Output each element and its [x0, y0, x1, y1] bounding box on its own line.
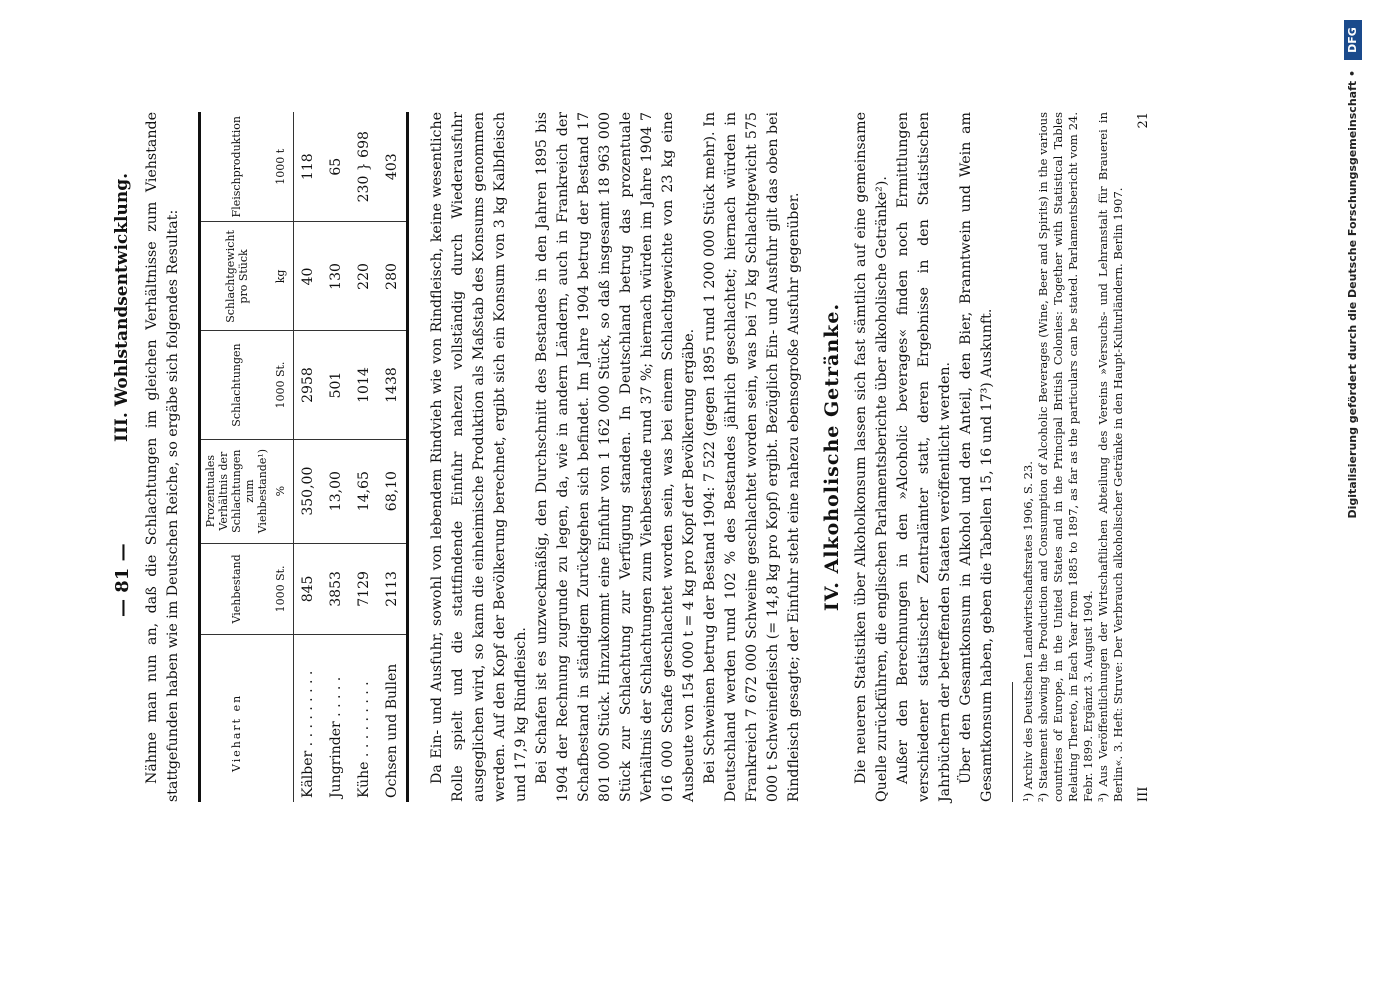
footnote-divider: [1012, 682, 1013, 802]
intro-paragraph: Nähme man nun an, daß die Schlachtungen im gleichen Verhältnisse zum Viehstande stattgefunden haben wie im Deutschen Reiche, so ergäbe sich folgendes Resultat:: [144, 112, 181, 802]
cell: 350,00: [294, 439, 323, 543]
cell: Jungrinder . . . . .: [328, 676, 344, 798]
cell: 845: [294, 543, 323, 635]
col-header: Viehart en: [230, 693, 243, 772]
cell: 40: [294, 222, 323, 331]
brace-total: 698: [356, 131, 372, 158]
cell: 68,10: [378, 439, 408, 543]
unit-cell: [272, 635, 294, 802]
cell: 3853: [322, 543, 350, 635]
signature-mark: III: [1136, 786, 1151, 802]
body-paragraph: Da Ein- und Ausfuhr, sowohl von lebendem Rindvieh wie von Rindfleisch, keine wesentliche Rolle spielt und die stattfindende Einfuhr nahezu vollständig durch Wiederausfuhr ausgeglichen wird, so kann die einheimische Produktion als Maßstab des Konsums genommen werden. Auf den Kopf der Bevölkerung berechnet, ergibt sich ein Konsum von 3 kg Kalbfleisch und 17,9 kg Rindfleisch.: [429, 112, 529, 802]
section-title: III. Wohlstandsentwicklung.: [112, 172, 132, 442]
body-paragraph: Bei Schafen ist es unzweckmäßig, den Durchschnitt des Bestandes in den Jahren 1895 bis 1904 der Rechnung zugrunde zu legen, da, wie in andern Ländern, auch in Frankreich der Schafbestand in ständigem Zurückgehen sich befindet. Im Jahre 1904 betrug der Bestand 17 801 000 Stück. Hinzukommt eine Einfuhr von 1 162 000 Stück, so daß insgesamt 18 963 000 Stück zur Schlachtung zur Verfügung standen. In Deutschland betrug das prozentuale Verhältnis der Schlachtungen zum Viehbestande rund 37 %; hiernach würden im Jahre 1904 7 016 000 Schafe geschlachtet worden sein, was bei einem Schlachtgewichte von 23 kg eine Ausbeute von 154 000 t = 4 kg pro Kopf der Bevölkerung ergäbe.: [534, 112, 697, 802]
col-header: Fleischproduktion: [200, 112, 273, 222]
table-header-row: [200, 112, 273, 802]
unit-cell: %: [272, 439, 294, 543]
cell: 1014: [350, 331, 378, 439]
unit-cell: 1000 St.: [272, 543, 294, 635]
unit-cell: kg: [272, 222, 294, 331]
sheet-number: 21: [1136, 112, 1151, 129]
footnote: ²) Statement showing the Production and Consumption of Alcoholic Beverages (Wine, Beer and Spirits) in the various countries of Europe, in the United States and in the Principal British Colonies: Together with Statistical Tables Relating Thereto, in Each Year from 1885 to 1897, as far as the particulars can be stated. Parlamentsbericht vom 24. Febr. 1899. Ergänzt 3. August 1904.: [1036, 112, 1095, 802]
cell: 130: [322, 222, 350, 331]
cell: 13,00: [322, 439, 350, 543]
body-paragraph: Bei Schweinen betrug der Bestand 1904: 7 522 (gegen 1895 rund 1 200 000 Stück mehr). In Deutschland werden rund 102 % des Bestandes jährlich geschlachtet; hiernach würden in Frankreich 7 672 000 Schweine geschlachtet worden sein, was bei 75 kg Schlachtgewicht 575 000 t Schweinefleisch (= 14,8 kg pro Kopf) ergibt. Bezüglich Ein- und Ausfuhr gilt das oben bei Rindfleisch gesagte; der Einfuhr steht eine nahezu ebensogroße Ausfuhr gegenüber.: [702, 112, 802, 802]
cell: 1438: [378, 331, 408, 439]
table-row: [322, 112, 350, 802]
body-paragraph: Über den Gesamtkonsum in Alkohol und den Anteil, den Bier, Branntwein und Wein am Gesamtkonsum haben, geben die Tabellen 15, 16 und 17³) Auskunft.: [958, 112, 995, 802]
page-number: — 81 —: [112, 543, 133, 617]
col-header: Viehbestand: [200, 543, 273, 635]
footnote: ¹) Archiv des Deutschen Landwirtschaftsrates 1906, S. 23.: [1021, 461, 1035, 802]
unit-cell: 1000 t: [272, 112, 294, 222]
col-header: Prozentuales Verhältnis der Schlachtungen zum Viehbestande¹): [200, 439, 273, 543]
cell: 2113: [378, 543, 408, 635]
table-row: [378, 112, 408, 802]
cell: 501: [322, 331, 350, 439]
col-header: Schlachtgewicht pro Stück: [200, 222, 273, 331]
body-paragraph: Die neueren Statistiken über Alkoholkonsum lassen sich fast sämtlich auf eine gemeinsame Quelle zurückführen, die englischen Parlamentsberichte über alkoholische Getränke²).: [853, 112, 890, 802]
cell: Kälber . . . . . . . . .: [300, 670, 316, 798]
cell: Kühe . . . . . . . . .: [356, 681, 372, 798]
dfg-credit: [1338, 10, 1368, 990]
page-content: [112, 112, 1160, 802]
page-footer: [1136, 112, 1160, 802]
cell: 403: [378, 112, 408, 222]
cell: 220: [350, 222, 378, 331]
livestock-table: [198, 112, 409, 802]
table-row: [294, 112, 323, 802]
cell-value: 230: [356, 175, 372, 203]
cell: 280: [378, 222, 408, 331]
section-heading: IV. Alkoholische Getränke.: [821, 302, 843, 612]
cell: 14,65: [350, 439, 378, 543]
cell: 7129: [350, 543, 378, 635]
table-row: [350, 112, 378, 802]
body-paragraph: Außer den Berechnungen in den »Alcoholic beverages« finden noch Ermittlungen verschiedener statistischer Zentralämter statt, deren Ergebnisse in den Statistischen Jahrbüchern der betreffenden Staaten veröffentlicht werden.: [895, 112, 953, 802]
running-head: [112, 112, 142, 802]
cell: [350, 112, 378, 222]
col-header: Schlachtungen: [200, 331, 273, 439]
brace-icon: }: [356, 162, 372, 172]
footnote: ³) Aus Veröffentlichungen der Wirtschaftlichen Abteilung des Vereins »Versuchs- und Lehranstalt für Brauerei in Berlin«. 3. Heft: Struve: Der Verbrauch alkoholischer Getränke in den Haupt-Kulturländern. Berlin 1907.: [1096, 112, 1125, 802]
cell: 65: [322, 112, 350, 222]
cell: Ochsen und Bullen: [384, 663, 400, 798]
units-row: [272, 112, 294, 802]
dfg-logo-icon: DFG: [1344, 20, 1362, 60]
unit-cell: 1000 St.: [272, 331, 294, 439]
cell: 118: [294, 112, 323, 222]
credit-text: Digitalisierung gefördert durch die Deutsche Forschungsgemeinschaft •: [1346, 70, 1359, 519]
cell: 2958: [294, 331, 323, 439]
